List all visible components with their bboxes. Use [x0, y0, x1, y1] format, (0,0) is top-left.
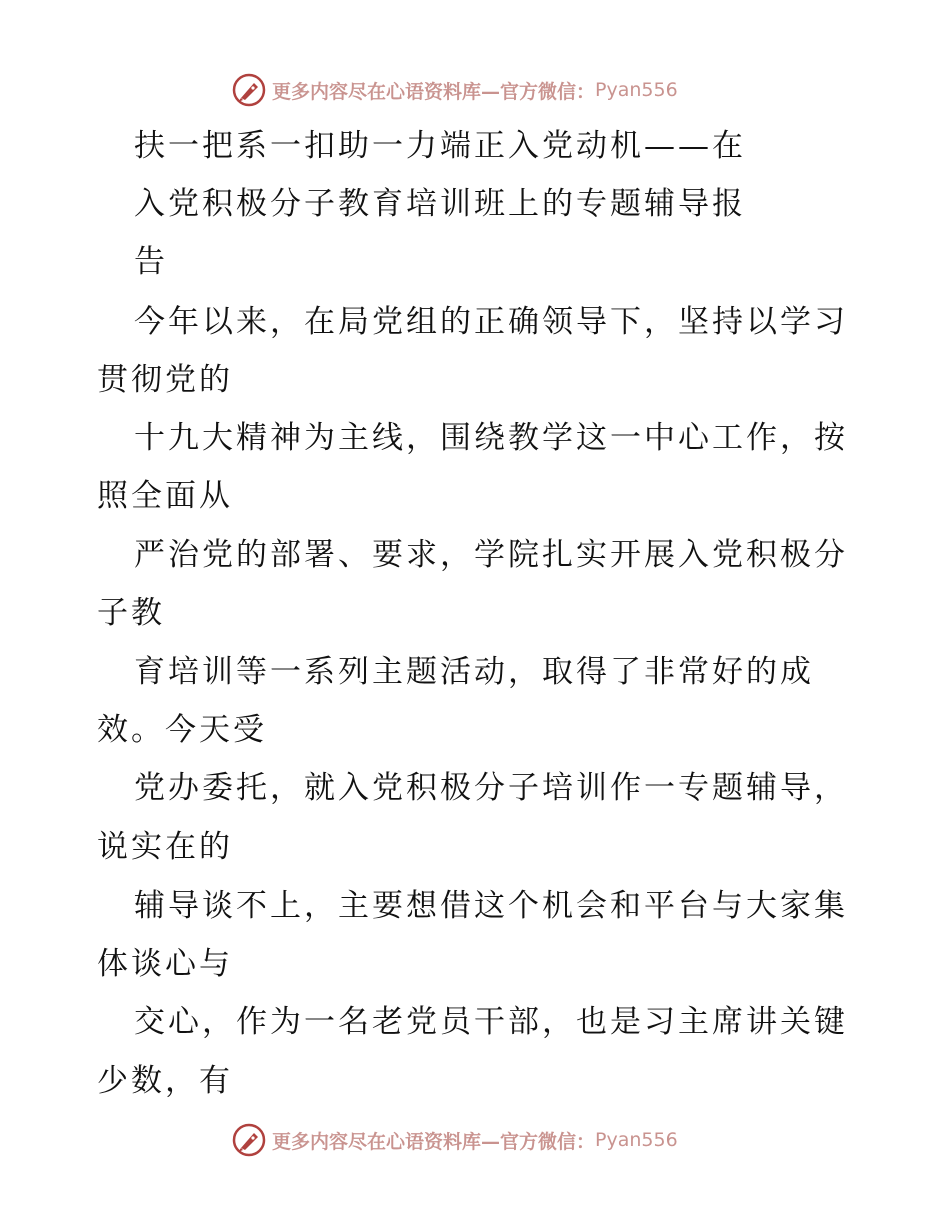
- paragraph-line: 严治党的部署、要求，学院扎实开展入党积极分: [134, 537, 848, 573]
- paragraph-line: 育培训等一系列主题活动，取得了非常好的成: [134, 654, 814, 690]
- title-line: 入党积极分子教育培训班上的专题辅导报: [134, 186, 746, 222]
- paragraph-line: 子教: [97, 595, 165, 631]
- paragraph-line: 交心，作为一名老党员干部，也是习主席讲关键: [134, 1004, 848, 1040]
- paragraph-line: 贯彻党的: [97, 362, 233, 398]
- paragraph-line: 辅导谈不上，主要想借这个机会和平台与大家集: [134, 888, 848, 924]
- paragraph-line: 今年以来，在局党组的正确领导下，坚持以学习: [134, 304, 848, 340]
- banner-text: 更多内容尽在心语资料库—官方微信：: [272, 80, 596, 103]
- banner-wechat-id: Pyan556: [595, 1129, 678, 1151]
- paragraph-line: 说实在的: [97, 829, 233, 865]
- pen-nib-logo-icon: [232, 73, 266, 107]
- paragraph-line: 体谈心与: [97, 946, 233, 982]
- banner-wechat-id: Pyan556: [595, 79, 678, 101]
- header-watermark-banner: [232, 70, 718, 110]
- paragraph-line: 效。今天受: [97, 712, 267, 748]
- paragraph-line: 党办委托，就入党积极分子培训作一专题辅导，: [134, 770, 848, 806]
- paragraph-line: 少数，有: [97, 1063, 233, 1099]
- title-line: 告: [134, 244, 168, 280]
- paragraph-line: 照全面从: [97, 478, 233, 514]
- paragraph-line: 十九大精神为主线，围绕教学这一中心工作，按: [134, 420, 848, 456]
- banner-text: 更多内容尽在心语资料库—官方微信：: [272, 1130, 596, 1153]
- pen-nib-logo-icon: [232, 1123, 266, 1157]
- footer-watermark-banner: [232, 1120, 718, 1160]
- title-line: 扶一把系一扣助一力端正入党动机——在: [134, 128, 746, 164]
